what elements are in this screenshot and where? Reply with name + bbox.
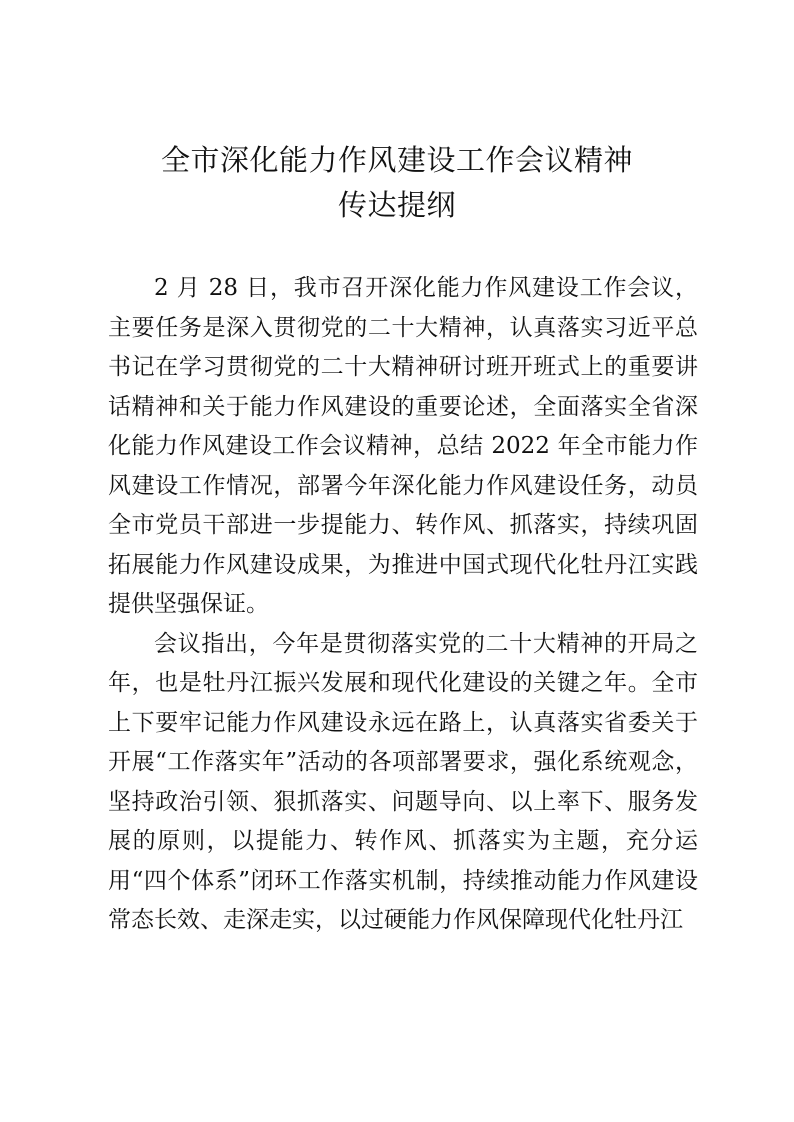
paragraph-1: 2 月 28 日，我市召开深化能力作风建设工作会议，主要任务是深入贯彻党的二十大精神，认真落实习近平总书记在学习贯彻党的二十大精神研讨班开班式上的重要讲话精神和关于能力作风建设的重要论述，全面落实全省深化能力作风建设工作会议精神，总结 2022 年全市能力作风建设工作情况，部署今年深化能力作风建设任务，动员全市党员干部进一步提能力、转作风、抓落实，持续巩固拓展能力作风建设成果，为推进中国式现代化牡丹江实践提供坚强保证。: [108, 275, 698, 617]
document-title-line-2: 传达提纲: [337, 188, 456, 222]
document-title-line-1: 全市深化能力作风建设工作会议精神: [160, 143, 633, 177]
paragraph-2: 会议指出，今年是贯彻落实党的二十大精神的开局之年，也是牡丹江振兴发展和现代化建设的关键之年。全市上下要牢记能力作风建设永远在路上，认真落实省委关于开展“工作落实年”活动的各项部署要求，强化系统观念，坚持政治引领、狠抓落实、问题导向、以上率下、服务发展的原则，以提能力、转作风、抓落实为主题，充分运用“四个体系”闭环工作落实机制，持续推动能力作风建设常态长效、走深走实，以过硬能力作风保障现代化牡丹江: [108, 630, 698, 933]
document-body: [108, 269, 698, 941]
